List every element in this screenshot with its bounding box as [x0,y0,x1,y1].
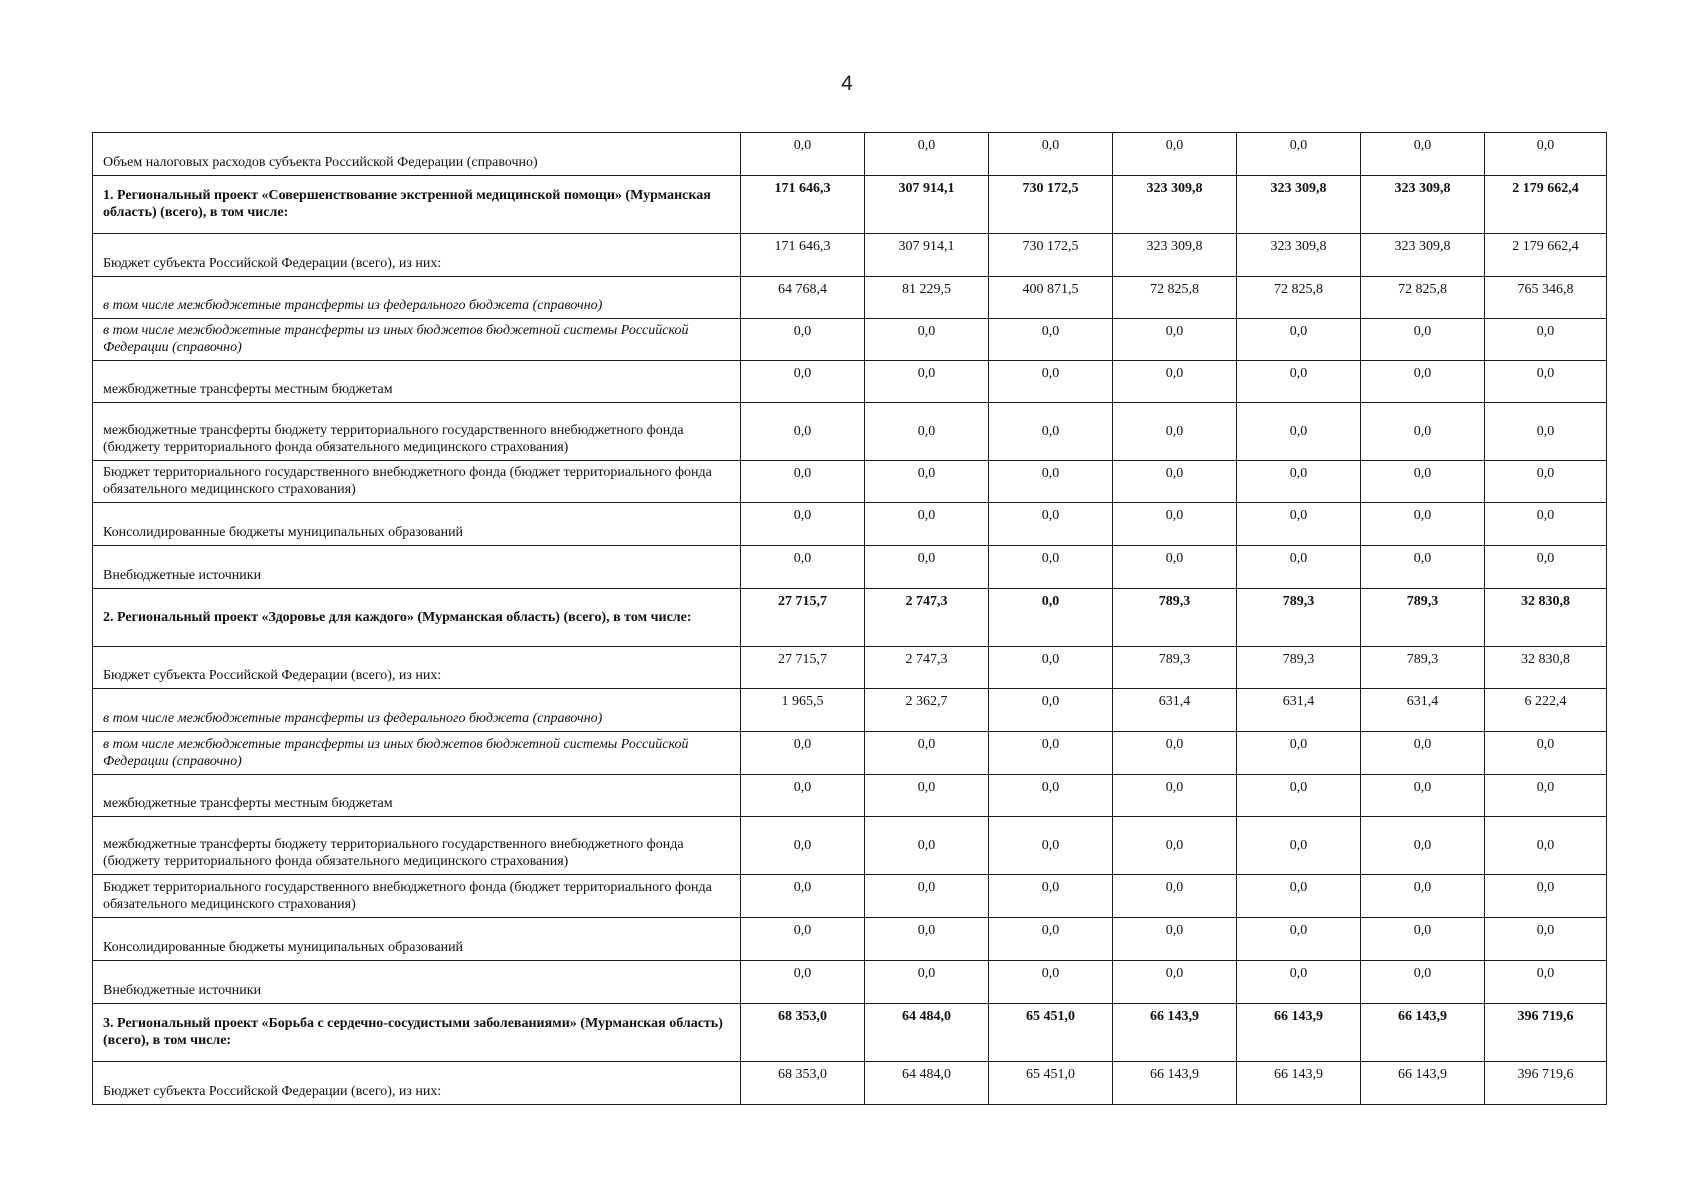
row-label: межбюджетные трансферты местным бюджетам [93,775,741,817]
value-cell: 27 715,7 [741,647,865,689]
value-cell: 0,0 [741,875,865,918]
value-cell: 0,0 [741,918,865,961]
value-cell: 0,0 [1485,961,1607,1004]
value-cell: 789,3 [1361,647,1485,689]
value-cell: 0,0 [1361,361,1485,403]
value-cell: 0,0 [989,589,1113,647]
value-cell: 323 309,8 [1113,234,1237,277]
table-row [93,817,1607,875]
value-cell: 0,0 [1113,503,1237,546]
value-cell: 0,0 [1485,403,1607,461]
row-label: Внебюджетные источники [93,546,741,589]
value-cell: 0,0 [1237,961,1361,1004]
row-label: в том числе межбюджетные трансферты из федерального бюджета (справочно) [93,277,741,319]
value-cell: 0,0 [865,461,989,503]
value-cell: 64 768,4 [741,277,865,319]
value-cell: 0,0 [865,403,989,461]
value-cell: 0,0 [1113,817,1237,875]
value-cell: 0,0 [1361,546,1485,589]
value-cell: 0,0 [1113,961,1237,1004]
table-row [93,1062,1607,1105]
value-cell: 65 451,0 [989,1062,1113,1105]
table-row [93,647,1607,689]
row-label: Бюджет территориального государственного внебюджетного фонда (бюджет территориального фонда обязательного медицинского страхования) [93,875,741,918]
value-cell: 65 451,0 [989,1004,1113,1062]
table-row [93,1004,1607,1062]
row-label: 1. Региональный проект «Совершенствование экстренной медицинской помощи» (Мурманская область) (всего), в том числе: [93,176,741,234]
table-row [93,461,1607,503]
value-cell: 0,0 [989,817,1113,875]
value-cell: 631,4 [1361,689,1485,732]
row-label: Объем налоговых расходов субъекта Российской Федерации (справочно) [93,133,741,176]
value-cell: 0,0 [989,775,1113,817]
value-cell: 0,0 [989,875,1113,918]
value-cell: 0,0 [865,817,989,875]
value-cell: 0,0 [865,503,989,546]
row-label: Бюджет субъекта Российской Федерации (всего), из них: [93,647,741,689]
value-cell: 0,0 [1361,403,1485,461]
value-cell: 72 825,8 [1237,277,1361,319]
table-row [93,277,1607,319]
value-cell: 0,0 [1361,961,1485,1004]
table-row [93,546,1607,589]
value-cell: 307 914,1 [865,234,989,277]
value-cell: 0,0 [741,961,865,1004]
value-cell: 307 914,1 [865,176,989,234]
value-cell: 0,0 [989,546,1113,589]
value-cell: 0,0 [865,133,989,176]
value-cell: 0,0 [1485,546,1607,589]
value-cell: 0,0 [865,918,989,961]
value-cell: 0,0 [1237,918,1361,961]
value-cell: 171 646,3 [741,234,865,277]
budget-table-body [93,133,1607,1105]
value-cell: 0,0 [1237,732,1361,775]
row-label: в том числе межбюджетные трансферты из федерального бюджета (справочно) [93,689,741,732]
value-cell: 66 143,9 [1237,1062,1361,1105]
row-label: Бюджет территориального государственного внебюджетного фонда (бюджет территориального фонда обязательного медицинского страхования) [93,461,741,503]
table-row [93,589,1607,647]
row-label: 2. Региональный проект «Здоровье для каждого» (Мурманская область) (всего), в том числе: [93,589,741,647]
value-cell: 0,0 [1485,319,1607,361]
table-row [93,775,1607,817]
value-cell: 0,0 [1485,875,1607,918]
value-cell: 0,0 [865,361,989,403]
value-cell: 0,0 [1237,775,1361,817]
table-row [93,961,1607,1004]
value-cell: 0,0 [741,546,865,589]
value-cell: 396 719,6 [1485,1062,1607,1105]
value-cell: 631,4 [1113,689,1237,732]
value-cell: 0,0 [741,319,865,361]
row-label: межбюджетные трансферты местным бюджетам [93,361,741,403]
value-cell: 0,0 [989,319,1113,361]
row-label: в том числе межбюджетные трансферты из иных бюджетов бюджетной системы Российской Федерации (справочно) [93,319,741,361]
value-cell: 0,0 [1361,817,1485,875]
value-cell: 2 179 662,4 [1485,234,1607,277]
value-cell: 1 965,5 [741,689,865,732]
table-row [93,361,1607,403]
value-cell: 0,0 [1485,461,1607,503]
value-cell: 0,0 [1485,732,1607,775]
value-cell: 2 179 662,4 [1485,176,1607,234]
value-cell: 789,3 [1361,589,1485,647]
value-cell: 0,0 [1485,775,1607,817]
table-row [93,732,1607,775]
value-cell: 0,0 [1361,133,1485,176]
value-cell: 0,0 [1237,817,1361,875]
value-cell: 0,0 [741,817,865,875]
value-cell: 2 747,3 [865,647,989,689]
value-cell: 72 825,8 [1113,277,1237,319]
value-cell: 0,0 [1113,732,1237,775]
value-cell: 0,0 [989,918,1113,961]
value-cell: 0,0 [1237,461,1361,503]
value-cell: 0,0 [1361,503,1485,546]
table-row [93,234,1607,277]
value-cell: 0,0 [865,732,989,775]
value-cell: 0,0 [741,503,865,546]
table-row [93,503,1607,546]
value-cell: 0,0 [989,503,1113,546]
value-cell: 631,4 [1237,689,1361,732]
table-row [93,875,1607,918]
table-row [93,319,1607,361]
value-cell: 68 353,0 [741,1004,865,1062]
value-cell: 66 143,9 [1113,1062,1237,1105]
value-cell: 0,0 [1237,361,1361,403]
value-cell: 0,0 [1237,403,1361,461]
row-label: в том числе межбюджетные трансферты из иных бюджетов бюджетной системы Российской Федерации (справочно) [93,732,741,775]
table-row [93,133,1607,176]
value-cell: 0,0 [989,732,1113,775]
value-cell: 0,0 [865,875,989,918]
value-cell: 81 229,5 [865,277,989,319]
value-cell: 0,0 [741,403,865,461]
value-cell: 0,0 [989,403,1113,461]
value-cell: 323 309,8 [1361,176,1485,234]
value-cell: 0,0 [989,461,1113,503]
value-cell: 68 353,0 [741,1062,865,1105]
value-cell: 0,0 [989,647,1113,689]
value-cell: 0,0 [1113,361,1237,403]
value-cell: 0,0 [1237,319,1361,361]
value-cell: 789,3 [1237,589,1361,647]
row-label: Консолидированные бюджеты муниципальных образований [93,503,741,546]
value-cell: 0,0 [1485,133,1607,176]
row-label: межбюджетные трансферты бюджету территориального государственного внебюджетного фонда (бюджету территориального фонда обязательного медицинского страхования) [93,817,741,875]
value-cell: 0,0 [1485,503,1607,546]
value-cell: 323 309,8 [1113,176,1237,234]
value-cell: 0,0 [1237,133,1361,176]
row-label: Бюджет субъекта Российской Федерации (всего), из них: [93,234,741,277]
value-cell: 0,0 [1113,319,1237,361]
value-cell: 789,3 [1237,647,1361,689]
value-cell: 72 825,8 [1361,277,1485,319]
value-cell: 32 830,8 [1485,647,1607,689]
value-cell: 66 143,9 [1361,1004,1485,1062]
value-cell: 6 222,4 [1485,689,1607,732]
value-cell: 0,0 [989,133,1113,176]
value-cell: 0,0 [865,775,989,817]
value-cell: 0,0 [1237,503,1361,546]
row-label: Внебюджетные источники [93,961,741,1004]
value-cell: 2 747,3 [865,589,989,647]
value-cell: 0,0 [1113,918,1237,961]
page-number: 4 [841,72,853,95]
value-cell: 0,0 [1485,817,1607,875]
value-cell: 0,0 [1361,775,1485,817]
value-cell: 0,0 [1361,461,1485,503]
value-cell: 32 830,8 [1485,589,1607,647]
table-row [93,918,1607,961]
value-cell: 730 172,5 [989,234,1113,277]
value-cell: 0,0 [1237,875,1361,918]
value-cell: 789,3 [1113,647,1237,689]
value-cell: 0,0 [1113,403,1237,461]
value-cell: 0,0 [865,961,989,1004]
value-cell: 730 172,5 [989,176,1113,234]
table-row [93,689,1607,732]
value-cell: 2 362,7 [865,689,989,732]
value-cell: 66 143,9 [1237,1004,1361,1062]
value-cell: 0,0 [741,775,865,817]
value-cell: 0,0 [1485,361,1607,403]
value-cell: 66 143,9 [1113,1004,1237,1062]
value-cell: 64 484,0 [865,1004,989,1062]
budget-table [92,132,1607,1105]
value-cell: 0,0 [989,361,1113,403]
value-cell: 323 309,8 [1237,176,1361,234]
value-cell: 0,0 [989,961,1113,1004]
row-label: межбюджетные трансферты бюджету территориального государственного внебюджетного фонда (бюджету территориального фонда обязательного медицинского страхования) [93,403,741,461]
value-cell: 0,0 [989,689,1113,732]
value-cell: 0,0 [1113,133,1237,176]
value-cell: 0,0 [1361,918,1485,961]
table-row [93,176,1607,234]
value-cell: 171 646,3 [741,176,865,234]
value-cell: 0,0 [1485,918,1607,961]
value-cell: 400 871,5 [989,277,1113,319]
row-label: 3. Региональный проект «Борьба с сердечно-сосудистыми заболеваниями» (Мурманская область) (всего), в том числе: [93,1004,741,1062]
value-cell: 0,0 [865,319,989,361]
value-cell: 0,0 [1113,875,1237,918]
value-cell: 0,0 [1361,319,1485,361]
row-label: Бюджет субъекта Российской Федерации (всего), из них: [93,1062,741,1105]
value-cell: 0,0 [865,546,989,589]
value-cell: 0,0 [741,361,865,403]
value-cell: 396 719,6 [1485,1004,1607,1062]
table-row [93,403,1607,461]
value-cell: 0,0 [1113,775,1237,817]
value-cell: 0,0 [1113,546,1237,589]
value-cell: 66 143,9 [1361,1062,1485,1105]
value-cell: 0,0 [1361,732,1485,775]
value-cell: 789,3 [1113,589,1237,647]
value-cell: 323 309,8 [1361,234,1485,277]
value-cell: 0,0 [741,461,865,503]
row-label: Консолидированные бюджеты муниципальных образований [93,918,741,961]
value-cell: 765 346,8 [1485,277,1607,319]
value-cell: 0,0 [1113,461,1237,503]
value-cell: 323 309,8 [1237,234,1361,277]
value-cell: 27 715,7 [741,589,865,647]
value-cell: 0,0 [741,133,865,176]
value-cell: 0,0 [741,732,865,775]
value-cell: 0,0 [1237,546,1361,589]
value-cell: 0,0 [1361,875,1485,918]
value-cell: 64 484,0 [865,1062,989,1105]
